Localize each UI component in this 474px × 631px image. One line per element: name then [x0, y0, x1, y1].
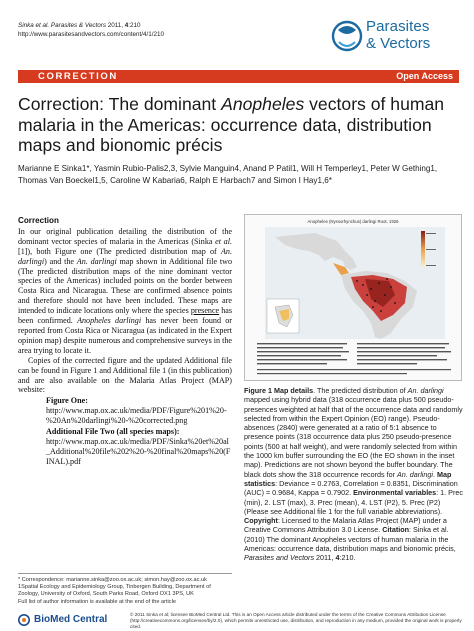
correspondence-note: * Correspondence: marianne.sinka@zoo.ox.ac.uk; simon.hay@zoo.ox.ac.uk: [18, 577, 207, 583]
publisher-name: BioMed Central: [34, 614, 108, 625]
map-legend-bar: [421, 231, 425, 267]
caption-journal: Parasites and Vectors: [244, 553, 315, 563]
caption-citation-label: Citation: [382, 525, 409, 535]
author-list: Marianne E Sinka1*, Yasmin Rubio-Palis2,3, Sylvie Manguin4, Anand P Patil1, Will H Temperley1, Peter W Gething1, Thomas Van Boeckel1,5, Caroline W Kabaria6, Ralph E Harbach7 and Simon I Hay1,6*: [18, 164, 438, 185]
para1-text-d: map shown in Additional file two (The predicted distribution maps of the nine dominant vector species of the Americas) included points on the border between Costa Rica and Nicaragua. These are confirmed absence points and therefore should not have been included. These maps are intended to indicate locations only where the species: [18, 256, 233, 316]
article-type-label: CORRECTION: [38, 71, 118, 82]
caption-text-a: . The predicted distribution of: [313, 386, 408, 395]
caption-text-e: : 1. Prec (min), 2. LST (max), 3. Prec (mean), 4. LST (P2), 5. Prec (P2) (Please see Additional file 1 for the full variable abbreviations).: [244, 488, 463, 516]
link-2-label: Additional File Two (all species maps):: [46, 427, 180, 437]
main-text-column: [18, 216, 232, 467]
para1-species-2: An. darlingi: [76, 256, 117, 266]
caption-text-g: : Sinka et al. (2010) The dominant Anopheles vectors of human malaria in the Americas: occurrence data, distribution maps and bionomic précis,: [244, 525, 456, 554]
citation-url[interactable]: http://www.parasitesandvectors.com/content/4/1/210: [18, 30, 164, 38]
logo-text-line1: Parasites: [366, 18, 430, 35]
link-2-url[interactable]: http://www.map.ox.ac.uk/media/PDF/Sinka%20et%20al_Additional%20file%202%20-%20final%20maps%20(FINAL).pdf: [46, 436, 231, 466]
caption-text-h: 2011,: [314, 553, 336, 563]
map-title: Anopheles (Nyssorhynchus) darlingi Root, 1926: [307, 219, 399, 224]
citation-year: 2011,: [105, 22, 125, 29]
license-text: © 2011 Sinka et al; licensee BioMed Central Ltd. This is an Open Access article distributed under the terms of the Creative Commons Attribution License (http://creativecommons.org/licenses/by/2.0), which permits unrestricted use, distribution, and reproduction in any medium, provided the original work is properly cited.: [130, 612, 462, 629]
figure-1-caption: [244, 386, 464, 563]
caption-label: Figure 1 Map details: [244, 386, 314, 395]
title-part-2: vectors of human malaria in the Americas: occurrence data, distribution maps and bionomic précis: [18, 94, 445, 155]
para1-text-c: ) and the: [44, 256, 77, 266]
link-1-url[interactable]: http://www.map.ox.ac.uk/media/PDF/Figure%201%20-%20An%20darlingi%20-%20corrected.png: [46, 406, 227, 426]
caption-text-d: : Deviance = 0.2763, Correlation = 0.8351, Discrimination (AUC) = 0.9684, Kappa = 0.7902.: [244, 478, 458, 498]
caption-species-1: An. darlingi: [407, 386, 444, 395]
more-info-note: Full list of author information is available at the end of the article: [18, 598, 176, 605]
citation-etal: et al.: [33, 22, 51, 29]
caption-text-c: .: [432, 469, 437, 479]
caption-volume: 4: [335, 553, 340, 563]
para1-species-3: Anopheles darlingi: [77, 316, 142, 326]
section-heading: Correction: [18, 216, 59, 225]
caption-env-label: Environmental variables: [353, 488, 437, 498]
caption-text-i: :210.: [339, 553, 356, 563]
para1-text-b: [1]), both Figure one (The predicted distribution map of: [18, 246, 221, 256]
para1-etal: et al.: [215, 236, 232, 246]
citation-page: :210: [128, 22, 141, 29]
journal-logo: [330, 16, 462, 56]
caption-copyright-label: Copyright: [244, 516, 278, 526]
map-image: [245, 215, 463, 382]
para1-presence: presence: [190, 306, 220, 316]
biomed-central-icon: [18, 614, 32, 626]
header-citation: [18, 22, 164, 39]
para1-species-1: An. darlingi: [18, 246, 232, 266]
logo-text-line2: & Vectors: [366, 35, 431, 52]
paragraph-2: Copies of the corrected figure and the updated Additional file can be found in Figure 1 and Additional file 1 (in this publication) and are also available on the Malaria Atlas Project (MAP) website:: [18, 355, 232, 395]
article-title: [18, 94, 464, 156]
open-access-label: Open Access: [396, 71, 453, 81]
figure-1-map: [244, 214, 462, 381]
caption-species-2: An. darlingi: [397, 469, 433, 479]
map-description-block: [257, 343, 451, 374]
para1-text-a: In our original publication detailing the distribution of the dominant vector species of malaria in the Americas (Sinka: [18, 226, 232, 246]
title-genus: Anopheles: [221, 94, 305, 114]
para1-text-e: has been confirmed.: [18, 306, 232, 326]
footnotes: [18, 573, 232, 606]
article-type-banner: [18, 70, 459, 83]
caption-text-f: : Licensed to the Malaria Atlas Project (MAP) under a Creative Commons Attribution 3.0 License.: [244, 516, 447, 535]
affiliation-note: 1Spatial Ecology and Epidemiology Group, Tinbergen Building, Department of Zoology, University of Oxford, South Parks Road, Oxford OX1 3PS, UK: [18, 584, 211, 598]
journal-logo-icon: [330, 16, 364, 56]
title-part-1: Correction: The dominant: [18, 94, 222, 114]
citation-line-1: [18, 22, 164, 31]
citation-journal: Parasites & Vectors: [50, 22, 106, 29]
caption-text-b: mapped using hybrid data (318 occurrence data plus 500 pseudo-presences weighted at half that of the occurrence data and randomly selected from within the Expert Opinion (EO) range). Pseudo-absences (2840) were generated at a ratio of 5:1 absence to presence points (318 occurrence data plus 250 pseudo-presence points (500 at half weight), and were randomly selected from within the 1000 km buffer surrounding the EO (the EO shown in the inset map). Predictions are not shown beyond the buffer boundary. The black dots show the 318 occurrence records for: [244, 395, 463, 479]
citation-volume: 4: [124, 22, 129, 29]
para1-text-f: has never been found or reported from Costa Rica or Nicaragua (as indicated in the Expert opinion map) despite numerous and comprehensive surveys in the area trying to locate it.: [18, 316, 232, 355]
paragraph-1: [18, 227, 232, 356]
caption-map-stats-label: Map statistics: [244, 469, 452, 488]
link-1-label: Figure One:: [46, 396, 88, 406]
citation-author: Sinka: [18, 22, 34, 29]
